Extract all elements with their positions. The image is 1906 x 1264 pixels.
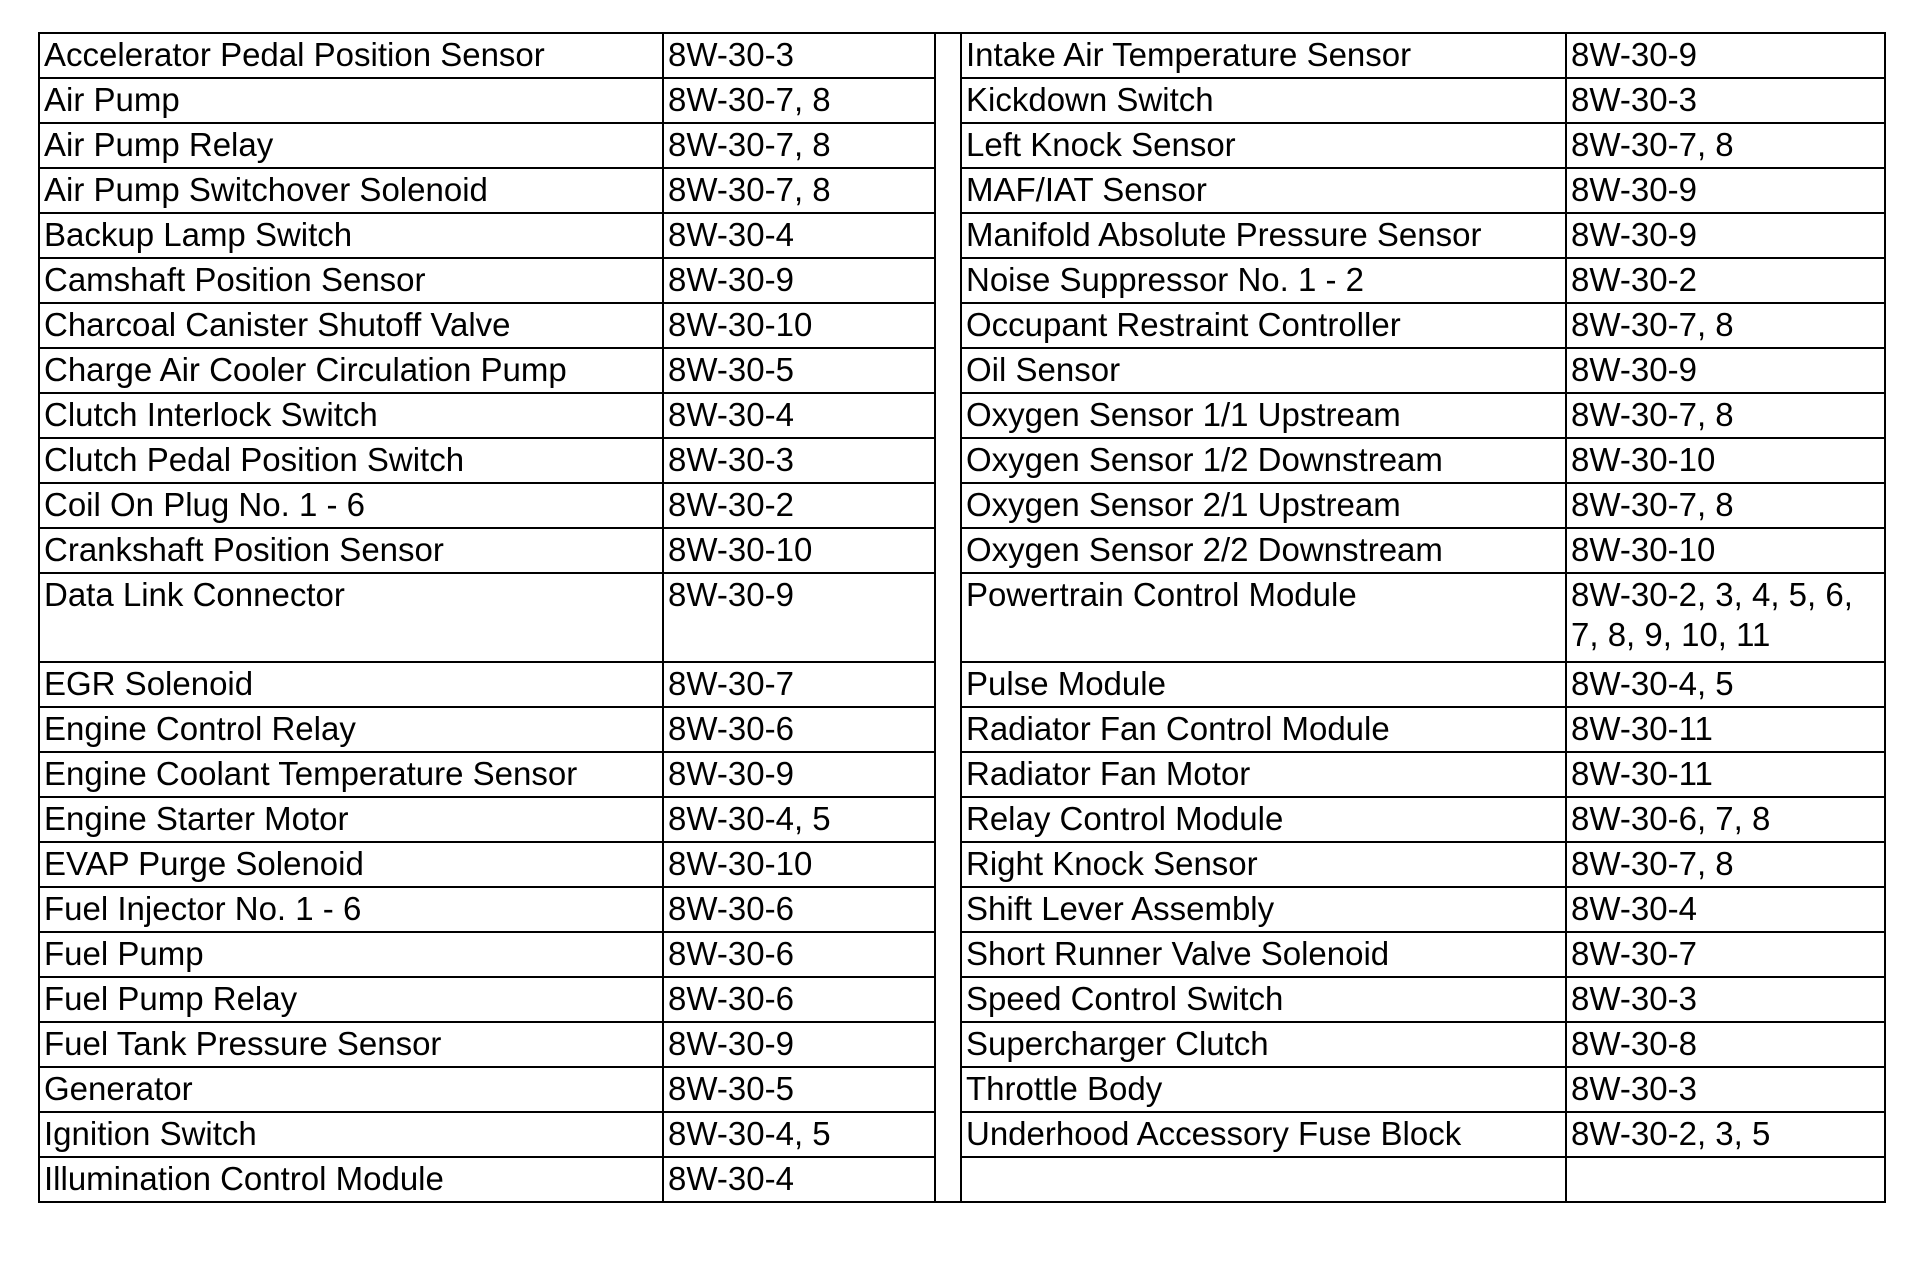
left-component-name: Air Pump [39, 78, 663, 123]
right-page-reference: 8W-30-3 [1566, 78, 1885, 123]
right-component-name: Relay Control Module [961, 797, 1566, 842]
table-row [39, 303, 1885, 348]
column-gap [935, 1157, 961, 1202]
left-component-name: Fuel Injector No. 1 - 6 [39, 887, 663, 932]
right-page-reference: 8W-30-7, 8 [1566, 483, 1885, 528]
column-gap [935, 707, 961, 752]
left-component-name: Fuel Pump Relay [39, 977, 663, 1022]
right-page-reference: 8W-30-11 [1566, 707, 1885, 752]
column-gap [935, 1067, 961, 1112]
left-page-reference: 8W-30-9 [663, 1022, 935, 1067]
left-page-reference: 8W-30-2 [663, 483, 935, 528]
table-row [39, 797, 1885, 842]
left-component-name: Crankshaft Position Sensor [39, 528, 663, 573]
left-page-reference: 8W-30-7, 8 [663, 78, 935, 123]
right-component-name: Throttle Body [961, 1067, 1566, 1112]
right-page-reference: 8W-30-3 [1566, 977, 1885, 1022]
right-component-name: Speed Control Switch [961, 977, 1566, 1022]
right-component-name: Supercharger Clutch [961, 1022, 1566, 1067]
right-component-name: Pulse Module [961, 662, 1566, 707]
right-page-reference: 8W-30-2 [1566, 258, 1885, 303]
table-row [39, 1067, 1885, 1112]
left-component-name: Charcoal Canister Shutoff Valve [39, 303, 663, 348]
left-component-name: Generator [39, 1067, 663, 1112]
left-component-name: Air Pump Switchover Solenoid [39, 168, 663, 213]
column-gap [935, 797, 961, 842]
component-index-body [39, 33, 1885, 1202]
right-component-name: Noise Suppressor No. 1 - 2 [961, 258, 1566, 303]
right-page-reference: 8W-30-9 [1566, 348, 1885, 393]
table-row [39, 123, 1885, 168]
right-page-reference: 8W-30-10 [1566, 438, 1885, 483]
left-page-reference: 8W-30-3 [663, 438, 935, 483]
left-page-reference: 8W-30-5 [663, 1067, 935, 1112]
left-page-reference: 8W-30-7 [663, 662, 935, 707]
right-page-reference: 8W-30-7, 8 [1566, 123, 1885, 168]
left-page-reference: 8W-30-7, 8 [663, 123, 935, 168]
left-page-reference: 8W-30-4, 5 [663, 797, 935, 842]
left-page-reference: 8W-30-10 [663, 528, 935, 573]
left-page-reference: 8W-30-7, 8 [663, 168, 935, 213]
right-page-reference: 8W-30-9 [1566, 168, 1885, 213]
left-page-reference: 8W-30-6 [663, 887, 935, 932]
right-component-name: Underhood Accessory Fuse Block [961, 1112, 1566, 1157]
left-component-name: Engine Control Relay [39, 707, 663, 752]
table-row [39, 258, 1885, 303]
left-page-reference: 8W-30-3 [663, 33, 935, 78]
column-gap [935, 123, 961, 168]
right-page-reference: 8W-30-7, 8 [1566, 842, 1885, 887]
right-component-name: Kickdown Switch [961, 78, 1566, 123]
right-component-name: Left Knock Sensor [961, 123, 1566, 168]
table-row [39, 752, 1885, 797]
column-gap [935, 752, 961, 797]
column-gap [935, 213, 961, 258]
left-page-reference: 8W-30-6 [663, 977, 935, 1022]
column-gap [935, 393, 961, 438]
right-page-reference: 8W-30-10 [1566, 528, 1885, 573]
table-row [39, 78, 1885, 123]
table-row [39, 438, 1885, 483]
left-page-reference: 8W-30-6 [663, 707, 935, 752]
table-row [39, 528, 1885, 573]
table-row [39, 842, 1885, 887]
right-page-reference: 8W-30-6, 7, 8 [1566, 797, 1885, 842]
right-component-name: Manifold Absolute Pressure Sensor [961, 213, 1566, 258]
left-page-reference: 8W-30-9 [663, 752, 935, 797]
table-row [39, 348, 1885, 393]
left-component-name: Fuel Tank Pressure Sensor [39, 1022, 663, 1067]
left-component-name: Data Link Connector [39, 573, 663, 662]
left-component-name: Air Pump Relay [39, 123, 663, 168]
right-component-name: Right Knock Sensor [961, 842, 1566, 887]
column-gap [935, 348, 961, 393]
right-component-name: Radiator Fan Control Module [961, 707, 1566, 752]
column-gap [935, 528, 961, 573]
left-component-name: Charge Air Cooler Circulation Pump [39, 348, 663, 393]
left-component-name: Fuel Pump [39, 932, 663, 977]
table-row [39, 662, 1885, 707]
left-page-reference: 8W-30-4 [663, 213, 935, 258]
table-row [39, 707, 1885, 752]
column-gap [935, 573, 961, 662]
table-row [39, 1022, 1885, 1067]
table-row [39, 1112, 1885, 1157]
right-component-name: MAF/IAT Sensor [961, 168, 1566, 213]
right-page-reference: 8W-30-2, 3, 5 [1566, 1112, 1885, 1157]
right-component-name: Oxygen Sensor 2/2 Downstream [961, 528, 1566, 573]
right-component-name: Oxygen Sensor 2/1 Upstream [961, 483, 1566, 528]
right-component-name [961, 1157, 1566, 1202]
column-gap [935, 932, 961, 977]
left-component-name: Engine Coolant Temperature Sensor [39, 752, 663, 797]
right-component-name: Occupant Restraint Controller [961, 303, 1566, 348]
right-page-reference: 8W-30-4, 5 [1566, 662, 1885, 707]
right-page-reference: 8W-30-7 [1566, 932, 1885, 977]
table-row [39, 887, 1885, 932]
left-page-reference: 8W-30-10 [663, 303, 935, 348]
column-gap [935, 78, 961, 123]
component-index-table [38, 32, 1886, 1203]
column-gap [935, 977, 961, 1022]
right-component-name: Powertrain Control Module [961, 573, 1566, 662]
right-component-name: Radiator Fan Motor [961, 752, 1566, 797]
right-component-name: Shift Lever Assembly [961, 887, 1566, 932]
right-page-reference: 8W-30-2, 3, 4, 5, 6, 7, 8, 9, 10, 11 [1566, 573, 1885, 662]
left-page-reference: 8W-30-5 [663, 348, 935, 393]
left-page-reference: 8W-30-9 [663, 573, 935, 662]
left-component-name: Accelerator Pedal Position Sensor [39, 33, 663, 78]
table-row [39, 33, 1885, 78]
table-row [39, 483, 1885, 528]
left-component-name: Coil On Plug No. 1 - 6 [39, 483, 663, 528]
left-component-name: Illumination Control Module [39, 1157, 663, 1202]
left-component-name: Engine Starter Motor [39, 797, 663, 842]
left-page-reference: 8W-30-4, 5 [663, 1112, 935, 1157]
column-gap [935, 438, 961, 483]
right-component-name: Intake Air Temperature Sensor [961, 33, 1566, 78]
right-component-name: Oxygen Sensor 1/2 Downstream [961, 438, 1566, 483]
right-page-reference [1566, 1157, 1885, 1202]
column-gap [935, 33, 961, 78]
table-row [39, 977, 1885, 1022]
table-row [39, 393, 1885, 438]
left-page-reference: 8W-30-6 [663, 932, 935, 977]
left-component-name: Ignition Switch [39, 1112, 663, 1157]
right-page-reference: 8W-30-7, 8 [1566, 303, 1885, 348]
left-component-name: Backup Lamp Switch [39, 213, 663, 258]
left-component-name: Camshaft Position Sensor [39, 258, 663, 303]
column-gap [935, 168, 961, 213]
left-page-reference: 8W-30-4 [663, 1157, 935, 1202]
right-component-name: Oxygen Sensor 1/1 Upstream [961, 393, 1566, 438]
right-component-name: Oil Sensor [961, 348, 1566, 393]
column-gap [935, 1112, 961, 1157]
right-page-reference: 8W-30-3 [1566, 1067, 1885, 1112]
left-component-name: Clutch Interlock Switch [39, 393, 663, 438]
left-page-reference: 8W-30-10 [663, 842, 935, 887]
left-component-name: Clutch Pedal Position Switch [39, 438, 663, 483]
left-page-reference: 8W-30-9 [663, 258, 935, 303]
right-page-reference: 8W-30-4 [1566, 887, 1885, 932]
table-row [39, 932, 1885, 977]
left-component-name: EVAP Purge Solenoid [39, 842, 663, 887]
column-gap [935, 662, 961, 707]
column-gap [935, 258, 961, 303]
right-page-reference: 8W-30-8 [1566, 1022, 1885, 1067]
column-gap [935, 483, 961, 528]
left-component-name: EGR Solenoid [39, 662, 663, 707]
column-gap [935, 842, 961, 887]
right-page-reference: 8W-30-7, 8 [1566, 393, 1885, 438]
right-component-name: Short Runner Valve Solenoid [961, 932, 1566, 977]
column-gap [935, 303, 961, 348]
table-row [39, 168, 1885, 213]
table-row [39, 1157, 1885, 1202]
right-page-reference: 8W-30-9 [1566, 213, 1885, 258]
table-row [39, 573, 1885, 662]
table-row [39, 213, 1885, 258]
column-gap [935, 887, 961, 932]
right-page-reference: 8W-30-11 [1566, 752, 1885, 797]
column-gap [935, 1022, 961, 1067]
left-page-reference: 8W-30-4 [663, 393, 935, 438]
right-page-reference: 8W-30-9 [1566, 33, 1885, 78]
